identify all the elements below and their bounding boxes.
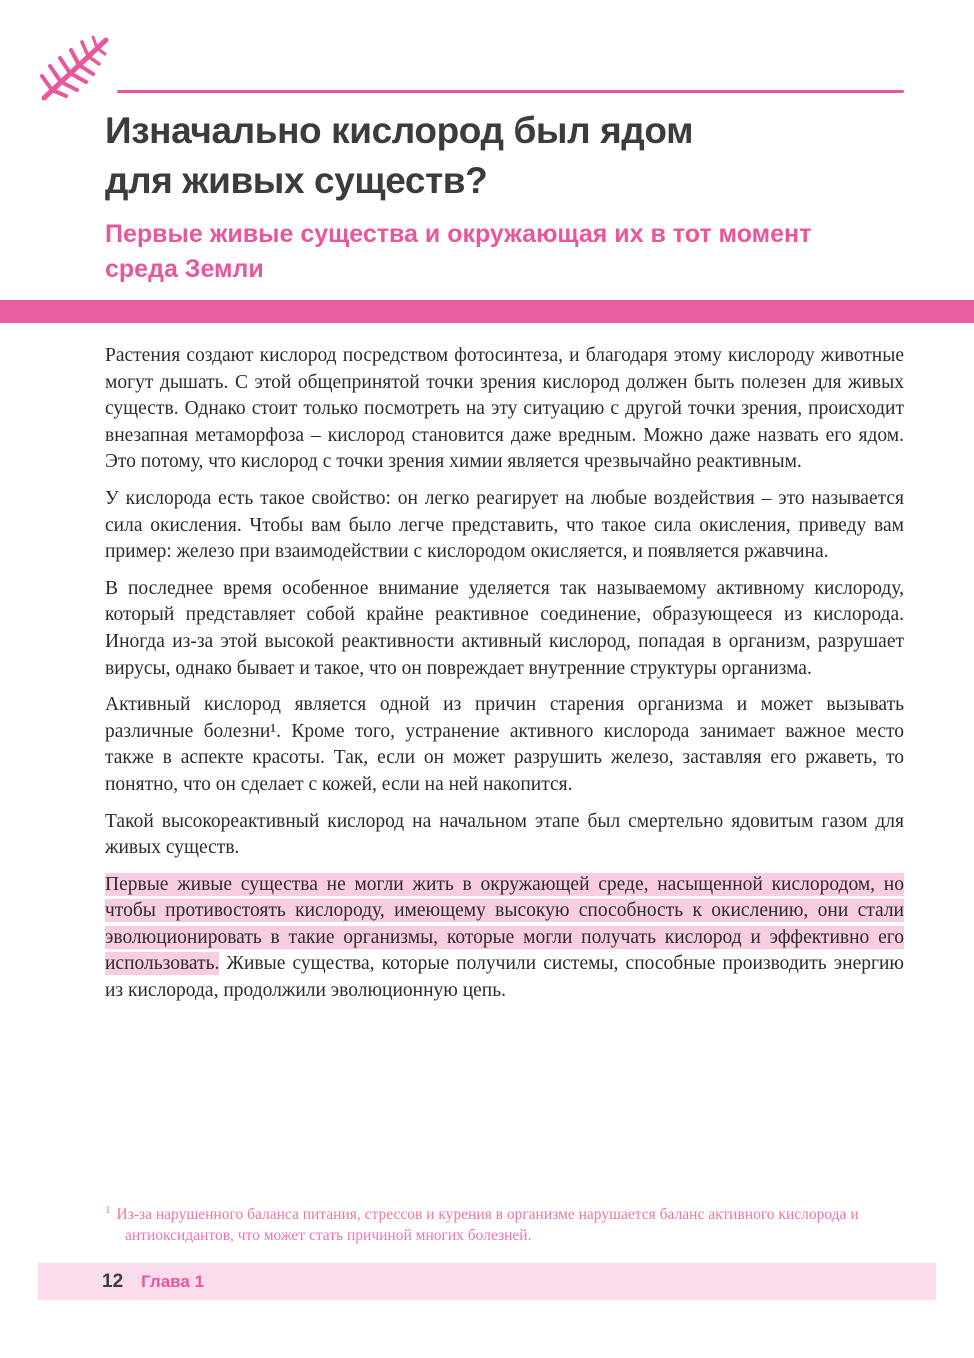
- page-subtitle-line-2: среда Земли: [105, 255, 264, 283]
- paragraph-4: Активный кислород является одной из причин старения организма и может вызывать различные болезни¹. Кроме того, устранение активного кислорода занимает важное место также в аспекте красоты. Так, если он может разрушить железо, заставляя его ржаветь, то понятно, что он сделает с кожей, если на ней накопится.: [105, 694, 904, 795]
- body-text: [105, 343, 904, 1015]
- fern-icon: [36, 32, 120, 106]
- page-subtitle: [105, 217, 905, 287]
- page-title-line-1: Изначально кислород был ядом: [105, 110, 694, 151]
- paragraph-3: В последнее время особенное внимание уделяется так называемому активному кислороду, который представляет собой крайне реактивное соединение, образующееся из кислорода. Иногда из-за этой высокой реактивности активный кислород, попадая в организм, разрушает вирусы, однако бывает и такое, что он повреждает внутренние структуры организма.: [105, 577, 904, 679]
- paragraph-6: [105, 872, 904, 1005]
- page-title-line-2: для живых существ?: [105, 160, 488, 201]
- page-subtitle-line-1: Первые живые существа и окружающая их в тот момент: [105, 220, 812, 248]
- paragraph-6-rest: Живые существа, которые получили системы, способные производить энергию из кислорода, продолжили эволюционную цепь.: [105, 953, 904, 1002]
- footnote-marker: 1: [105, 1204, 111, 1216]
- footnote-text: Из-за нарушенного баланса питания, стрессов и курения в организме нарушается баланс активного кислорода и антиоксидантов, что может стать причиной многих болезней.: [116, 1206, 859, 1245]
- page-title: [105, 106, 905, 206]
- chapter-label: Глава 1: [141, 1271, 205, 1291]
- footnote: [105, 1200, 924, 1246]
- paragraph-1: Растения создают кислород посредством фотосинтеза, и благодаря этому кислороду животные могут дышать. С этой общепринятой точки зрения кислород должен быть полезен для живых существ. Однако стоит только посмотреть на эту ситуацию с другой точки зрения, происходит внезапная метаморфоза – кислород становится даже вредным. Можно даже назвать его ядом. Это потому, что кислород с точки зрения химии является чрезвычайно реактивным.: [105, 345, 904, 473]
- paragraph-5: Такой высокореактивный кислород на начальном этапе был смертельно ядовитым газом для живых существ.: [105, 810, 904, 859]
- header-rule: [117, 90, 904, 93]
- page-number: 12: [102, 1270, 124, 1292]
- section-divider-band: [0, 300, 974, 323]
- footer-strip: [38, 1263, 936, 1300]
- paragraph-2: У кислорода есть такое свойство: он легко реагирует на любые воздействия – это называется сила окисления. Чтобы вам было легче представить, что такое сила окисления, приведу вам пример: железо при взаимодействии с кислородом окисляется, и появляется ржавчина.: [105, 487, 904, 563]
- highlighted-text: Первые живые существа не могли жить в окружающей среде, насыщенной кислородом, но чтобы противостоять кислороду, имеющему высокую способность к окислению, они стали эволюционировать в такие организмы, которые могли получать кислород и эффективно его использовать.: [105, 873, 904, 975]
